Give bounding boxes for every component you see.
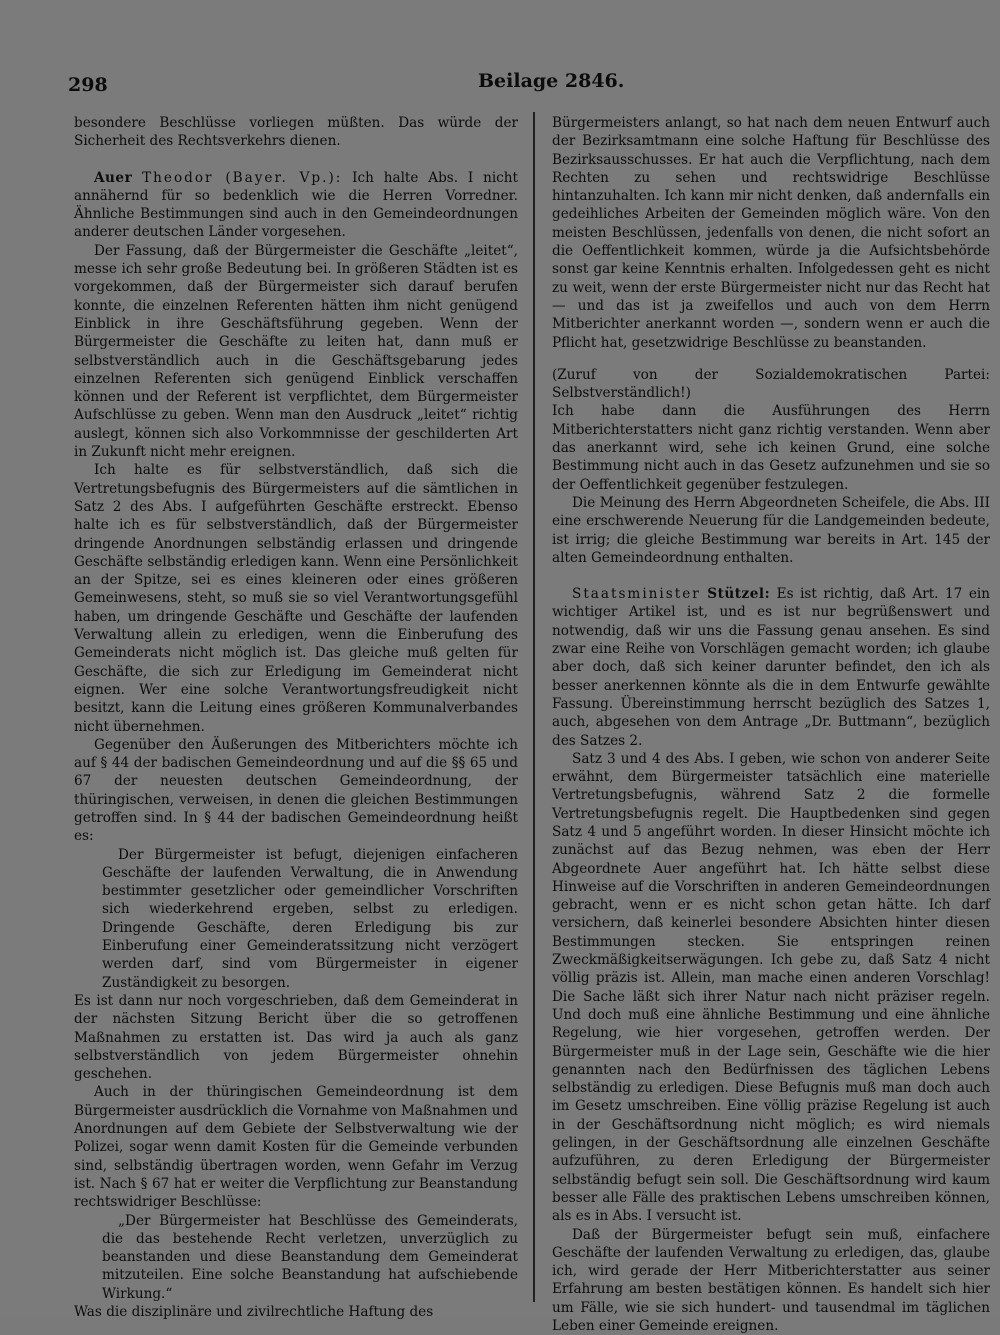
paragraph: besondere Beschlüsse vorliegen müßten. Das würde der Sicherheit des Rechtsverkehrs dienen. xyxy=(74,115,518,150)
paragraph: Ich habe dann die Ausführungen des Herrn Mitberichterstatters nicht ganz richtig verstanden. Wenn aber das anerkannt wird, sehe ich keinen Grund, eine solche Bestimmung nicht auch in das Gesetz aufzunehmen und sie so der Oeffentlichkeit gegenüber festzulegen. xyxy=(552,403,990,493)
speaker-title: Staatsminister xyxy=(572,586,701,603)
speaker-detail: Theodor (Bayer. Vp.): xyxy=(142,169,343,186)
speaker-name: Auer xyxy=(94,169,133,186)
paragraph: Bürgermeisters anlangt, so hat nach dem neuen Entwurf auch der Bezirksamtmann eine solche Haftung für Beschlüsse des Bezirksausschusses. Er hat auch die Verpflichtung, nach dem Rechten zu sehen und rechtswidrige Beschlüsse hintanzuhalten. Ich kann mir nicht denken, daß andernfalls ein gedeihliches Arbeiten der Gemeinden möglich wäre. Von den meisten Beschlüssen, jedenfalls von denen, die nicht sofort an die Oeffentlichkeit kommen, würde ja die Aufsichtsbehörde sonst gar keine Kenntnis erhalten. Infolgedessen geht es nicht zu weit, wenn der erste Bürgermeister nicht nur das Recht hat — und das ist ja zweifellos und auch von dem Herrn Mitberichter anerkannt worden —, sondern wenn er auch die Pflicht hat, gesetzwidrige Beschlüsse zu beanstanden. xyxy=(552,115,990,351)
right-column xyxy=(552,114,990,1335)
page-number: 298 xyxy=(68,74,108,96)
left-column xyxy=(74,114,518,1321)
paragraph: Der Fassung, daß der Bürgermeister die Geschäfte „leitet“, messe ich sehr große Bedeutung bei. In größeren Städten ist es vorgekommen, daß der Bürgermeister sich darauf berufen konnte, die einzelnen Referenten hätten ihm nicht genügend Einblick in ihre Geschäftsführung gegeben. Wenn der Bürgermeister die Geschäfte zu leiten hat, dann muß er selbstverständlich auch in die Geschäftsgebarung jedes einzelnen Referenten sich genügend Einblick verschaffen können und der Referent ist verpflichtet, dem Bürgermeister Aufschlüsse zu geben. Wenn man den Ausdruck „leitet“ richtig auslegt, können sich also Vorkommnisse der geschilderten Art in Zukunft nicht mehr ereignen. xyxy=(74,242,518,461)
column-divider xyxy=(533,112,535,1302)
speaker-name: Stützel: xyxy=(707,586,771,603)
paragraph: Es ist dann nur noch vorgeschrieben, daß dem Gemeinderat in der nächsten Sitzung Bericht über die so getroffenen Maßnahmen zu erstatten ist. Das wird ja auch als ganz selbstverständlich von jedem Bürgermeister ohnehin geschehen. xyxy=(74,992,518,1083)
paragraph xyxy=(552,585,990,750)
paragraph: Was die disziplinäre und zivilrechtliche Haftung des xyxy=(74,1304,434,1320)
block-quote: Der Bürgermeister ist befugt, diejenigen einfacheren Geschäfte der laufenden Verwaltung, die in Anwendung bestimmter gesetzlicher oder gemeindlicher Vorschriften sich wiederkehrend ergeben, selbst zu erledigen. Dringende Geschäfte, deren Erledigung bis zur Einberufung einer Gemeinderatssitzung nicht verzögert werden darf, sind vom Bürgermeister in eigener Zuständigkeit zu besorgen. xyxy=(102,846,518,991)
paragraph: Ich halte es für selbstverständlich, daß sich die Vertretungsbefugnis des Bürgermeisters auf die sämtlichen in Satz 2 des Abs. I aufgeführten Geschäfte erstreckt. Ebenso halte ich es für selbstverständlich, daß der Bürgermeister dringende Anordnungen selbständig erlassen und dringende Geschäfte selbständig erledigen kann. Wenn eine Persönlichkeit an der Spitze, sei es eines kleineren oder eines größeren Gemeinwesens, steht, so muß sie so viel Verantwortungsgefühl haben, um dringende Geschäfte und Geschäfte der laufenden Verwaltung allein zu erledigen, wenn die Einberufung des Gemeinderats nicht möglich ist. Das gleiche muß gelten für Geschäfte, die sich zur Erledigung im Gemeinderat nicht eignen. Wer eine solche Verantwortungsfreudigkeit nicht besitzt, kann die Leitung eines größeren Kommunalverbandes nicht übernehmen. xyxy=(74,462,518,735)
block-quote: „Der Bürgermeister hat Beschlüsse des Gemeinderats, die das bestehende Recht verletzen, unverzüglich zu beanstanden und diese Beanstandung dem Gemeinderat mitzuteilen. Eine solche Beanstandung hat aufschiebende Wirkung.“ xyxy=(102,1212,518,1302)
paragraph: Die Meinung des Herrn Abgeordneten Scheifele, die Abs. III eine erschwerende Neuerung für die Landgemeinden bedeute, ist irrig; die gleiche Bestimmung war bereits in Art. 145 der alten Gemeindeordnung enthalten. xyxy=(552,494,990,566)
paragraph xyxy=(74,169,518,242)
paragraph: Satz 3 und 4 des Abs. I geben, wie schon von anderer Seite erwähnt, dem Bürgermeister tatsächlich eine materielle Vertretungsbefugnis, während Satz 2 die formelle Vertretungsbefugnis regelt. Die Hauptbedenken sind gegen Satz 4 und 5 angeführt worden. In dieser Hinsicht möchte ich zunächst auf das Bezug nehmen, was eben der Herr Abgeordnete Auer angeführt hat. Ich hätte selbst diese Hinweise auf die Vorschriften in anderen Gemeindeordnungen gebracht, wenn er es nicht schon getan hätte. Ich darf versichern, daß keinerlei besondere Absichten hinter diesen Bestimmungen stecken. Sie entspringen reinen Zweckmäßigkeitserwägungen. Ich gebe zu, daß Satz 4 nicht völlig präzis ist. Allein, man mache einen anderen Vorschlag! Die Sache läßt sich ihrer Natur nach nicht präziser regeln. Und doch muß eine ähnliche Bestimmung und eine ähnliche Regelung, wie hier vorgesehen, getroffen werden. Der Bürgermeister muß in der Lage sein, Geschäfte wie die hier genannten nach den Bedürfnissen des täglichen Lebens selbständig zu erledigen. Diese Befugnis muß man doch auch im Gesetz umschreiben. Eine völlig präzise Regelung ist auch in der Geschäftsordnung nicht möglich; es wird niemals gelingen, in der Geschäftsordnung alle einzelnen Geschäfte aufzuführen, zu deren Erledigung der Bürgermeister selbständig befugt sein soll. Die Geschäftsordnung wird kaum besser alle Fälle des praktischen Lebens umschreiben können, als es in Abs. I versucht ist. xyxy=(552,750,990,1225)
interjection: (Zuruf von der Sozialdemokratischen Partei: Selbstverständlich!) xyxy=(552,366,990,402)
speech-text: Ich halte Abs. I nicht annähernd für so bedenklich wie die Herren Vorredner. Ähnliche Bestimmungen sind auch in den Gemeindeordnungen anderer deutschen Länder vorgesehen. xyxy=(74,169,519,241)
speech-text: Es ist richtig, daß Art. 17 ein wichtiger Artikel ist, und es ist nur begrüßenswert und notwendig, daß wir uns die Fassung genau ansehen. Es sind zwar eine Reihe von Vorschlägen gemacht worden; ich glaube aber doch, daß sich keiner darunter befindet, den ich als besser anerkennen könnte als die in dem Entwurfe gewählte Fassung. Übereinstimmung herrscht bezüglich des Satzes 1, auch, abgesehen von dem Antrage „Dr. Buttmann“, bezüglich des Satzes 2. xyxy=(552,586,991,749)
paragraph: Gegenüber den Äußerungen des Mitberichters möchte ich auf § 44 der badischen Gemeindeordnung und auf die §§ 65 und 67 der neuesten deutschen Gemeindeordnung, der thüringischen, verweisen, in denen die gleichen Bestimmungen getroffen sind. In § 44 der badischen Gemeindeordnung heißt es: xyxy=(74,736,518,845)
paragraph: Daß der Bürgermeister befugt sein muß, einfachere Geschäfte der laufenden Verwaltung zu erledigen, das, glaube ich, wird gerade der Herr Mitberichterstatter aus seiner Erfahrung am besten bestätigen können. Es handelt sich hier um Fälle, wie sie sich hundert- und tausendmal im täglichen Leben einer Gemeinde ereignen. xyxy=(552,1226,990,1334)
page-title: Beilage 2846. xyxy=(478,70,625,92)
paragraph: Auch in der thüringischen Gemeindeordnung ist dem Bürgermeister ausdrücklich die Vornahme von Maßnahmen und Anordnungen auf dem Gebiete der Selbstverwaltung wie der Polizei, sogar wenn damit Kosten für die Gemeinde verbunden sind, selbständig übertragen worden, wenn Gefahr im Verzug ist. Nach § 67 hat er weiter die Verpflichtung zur Beanstandung rechtswidriger Beschlüsse: xyxy=(74,1084,518,1211)
